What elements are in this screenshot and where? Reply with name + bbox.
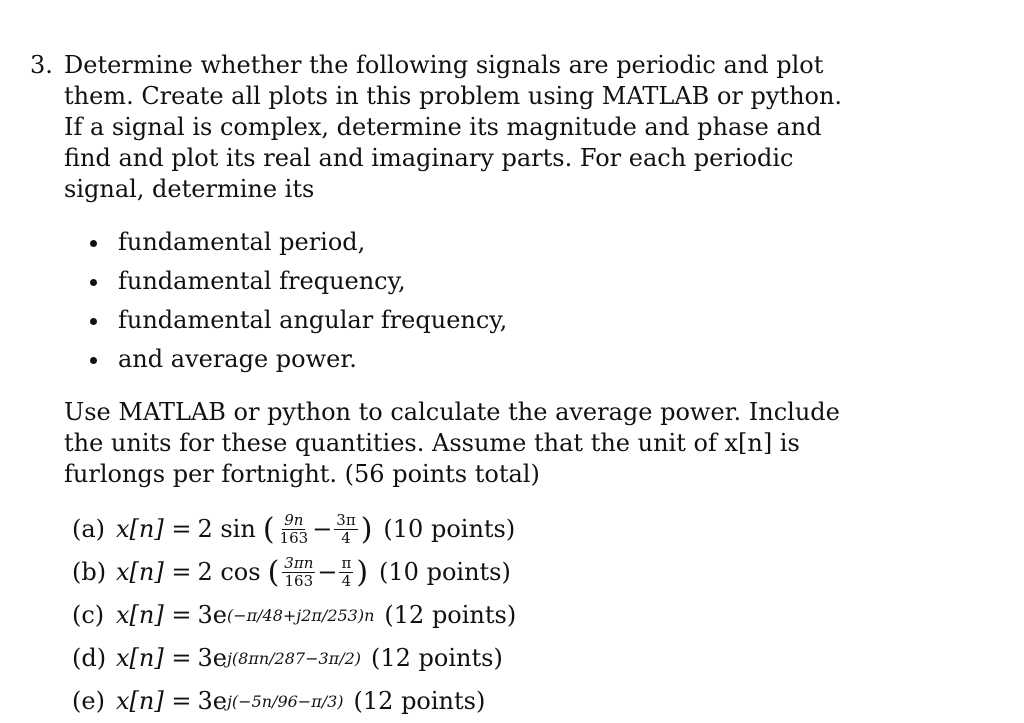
equation-lhs: x[n] =	[116, 515, 192, 543]
fraction	[278, 513, 311, 546]
equation-base: 3e	[197, 644, 227, 672]
subproblem-b	[72, 551, 850, 594]
requirements-list	[88, 223, 850, 379]
list-item: fundamental period,	[88, 223, 850, 262]
fraction-denominator: 163	[284, 572, 314, 590]
fraction-numerator: 9n	[284, 511, 304, 529]
fraction-numerator: 3π	[336, 511, 356, 529]
left-paren: (	[262, 511, 275, 547]
fraction-numerator: π	[341, 554, 352, 572]
points-label: (10 points)	[379, 558, 511, 586]
equation-base: 3e	[197, 687, 227, 715]
subproblem-label: (c)	[72, 601, 105, 629]
operator: −	[317, 558, 338, 586]
problem-number: 3.	[30, 51, 53, 79]
exponent: (−π/48+j2π/253)n	[226, 606, 375, 625]
operator: −	[312, 515, 333, 543]
fraction	[282, 556, 315, 589]
list-item: fundamental angular frequency,	[88, 301, 850, 340]
equation-function: 2 sin	[197, 515, 256, 543]
equation-base: 3e	[197, 601, 227, 629]
fraction	[334, 513, 357, 546]
subproblem-label: (d)	[72, 644, 107, 672]
problem-intro: Determine whether the following signals are periodic and plot them. Create all plots in this problem using MATLAB or python. If a signal is complex, determine its magnitude and phase and find and plot its real and imaginary parts. For each periodic signal, determine its	[64, 51, 843, 203]
list-item: and average power.	[88, 340, 850, 379]
equation-function: 2 cos	[197, 558, 261, 586]
equation-lhs: x[n] =	[116, 601, 192, 629]
fraction-denominator: 163	[279, 529, 309, 547]
problem-body	[64, 50, 850, 723]
problem-note: Use MATLAB or python to calculate the average power. Include the units for these quantities. Assume that the unit of x[n] is furlongs per fortnight. (56 points total)	[64, 398, 840, 488]
points-label: (12 points)	[384, 601, 517, 629]
subproblem-a	[72, 508, 850, 551]
right-paren: )	[360, 511, 373, 547]
subproblem-c	[72, 594, 850, 637]
subproblem-d	[72, 637, 850, 680]
fraction-numerator: 3πn	[284, 554, 314, 572]
problem-3	[30, 50, 850, 723]
subproblem-list	[72, 508, 850, 723]
points-label: (10 points)	[383, 515, 516, 543]
right-paren: )	[356, 554, 369, 590]
subproblem-e	[72, 680, 850, 723]
points-label: (12 points)	[353, 687, 486, 715]
fraction-denominator: 4	[341, 572, 352, 590]
subproblem-label: (e)	[72, 687, 105, 715]
list-item: fundamental frequency,	[88, 262, 850, 301]
exponent: j(8πn/287−3π/2)	[226, 649, 361, 668]
subproblem-label: (b)	[72, 558, 107, 586]
exponent: j(−5n/96−π/3)	[226, 692, 344, 711]
fraction-denominator: 4	[341, 529, 351, 547]
equation-lhs: x[n] =	[116, 644, 192, 672]
left-paren: (	[267, 554, 280, 590]
equation-lhs: x[n] =	[116, 558, 192, 586]
equation-lhs: x[n] =	[116, 687, 192, 715]
fraction	[339, 556, 353, 589]
subproblem-label: (a)	[72, 515, 106, 543]
points-label: (12 points)	[371, 644, 503, 672]
